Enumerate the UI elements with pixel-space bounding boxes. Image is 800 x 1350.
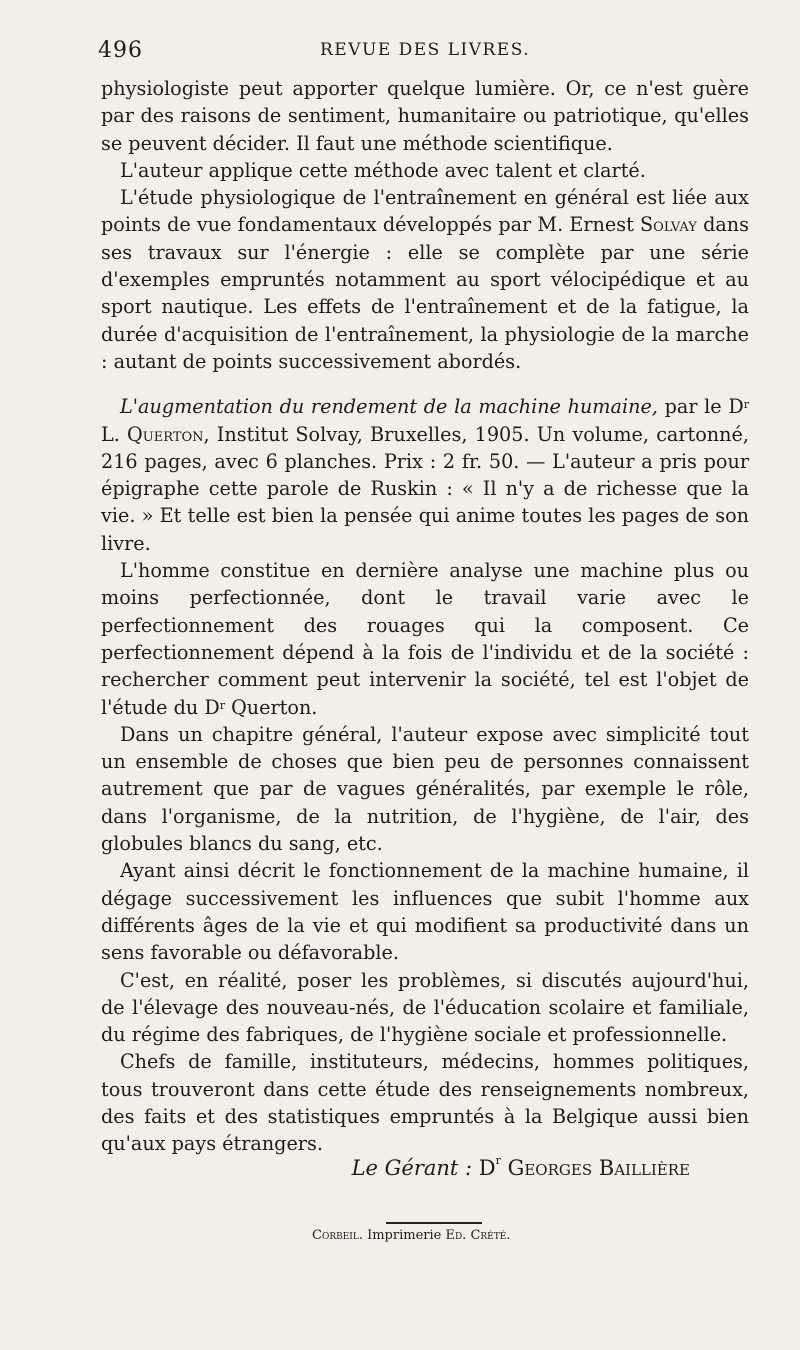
paragraph-chapter: Dans un chapitre général, l'auteur expose avec simplicité tout un ensemble de choses que bien peu de personnes connaissent autrement que par de vagues généralités, par exemple le rôle, dans l'organisme, de la nutrition, de l'hygiène, de l'air, des globules blancs du sang, etc. — [101, 722, 749, 856]
book-author: Querton — [127, 422, 204, 446]
paragraph-machine: L'homme constitue en dernière analyse une machine plus ou moins perfectionnée, dont le travail varie avec le perfectionnement des rouages qui la composent. Ce perfectionnement dépend à la fois de l'individu et de la société : rechercher comment peut intervenir la société, tel est l'objet de l'étude du $D^r$ Querton. — [101, 559, 749, 719]
review-text — [101, 75, 749, 1158]
paragraph-audience: Chefs de famille, instituteurs, médecins, hommes politiques, tous trouveront dans cette étude des renseignements nombreux, des faits et des statistiques empruntés à la Belgique aussi bien qu'aux pays étrangers. — [101, 1050, 749, 1156]
paragraph-continuation: physiologiste peut apporter quelque lumière. Or, ce n'est guère par des raisons de sentiment, humanitaire ou patriotique, qu'elles se peuvent décider. Il faut une méthode scientifique. — [101, 77, 749, 155]
paragraph-problems: C'est, en réalité, poser les problèmes, si discutés aujourd'hui, de l'élevage des nouveau-nés, de l'éducation scolaire et familiale, du régime des fabriques, de l'hygiène sociale et professionnelle. — [101, 968, 749, 1047]
signature: Le Gérant : $D^r$ Georges Baillière — [351, 1154, 690, 1180]
paragraph-influences: Ayant ainsi décrit le fonctionnement de la machine humaine, il dégage successivement les influences que subit l'homme aux différents âges de la vie et qui modifient sa productivité dans un sens favorable ou défavorable. — [101, 859, 749, 965]
page-header — [98, 38, 752, 68]
signature-name: Georges Baillière — [500, 1156, 690, 1180]
author-name-solvay: Solvay — [640, 213, 697, 237]
page-number: 496 — [98, 38, 143, 63]
book-title: L'augmentation du rendement de la machine humaine, — [120, 395, 658, 419]
running-title: REVUE DES LIVRES. — [320, 40, 531, 60]
review-entry-querton: L'augmentation du rendement de la machine humaine, par le $D^r$ L. Querton, Institut Solvay, Bruxelles, 1905. Un volume, cartonné, 216 pages, avec 6 planches. Prix : 2 fr. 50. — L'auteur a pris pour épigraphe cette parole de Ruskin : « Il n'y a de richesse que la vie. » Et telle est bien la pensée qui anime toutes les pages de son livre. — [101, 395, 750, 555]
printer-colophon: Corbeil. Imprimerie Ed. Crété. — [312, 1228, 511, 1243]
divider-rule — [386, 1222, 482, 1224]
paragraph-physiology: L'étude physiologique de l'entraînement en général est liée aux points de vue fondamentaux développés par M. Ernest Solvay dans ses travaux sur l'énergie : elle se complète par une série d'exemples empruntés notamment au sport vélocipédique et au sport nautique. Les effets de l'entraînement et de la fatigue, la durée d'acquisition de l'entraînement, la physiologie de la marche : autant de points successivement abordés. — [101, 186, 750, 373]
paragraph-method: L'auteur applique cette méthode avec talent et clarté. — [120, 158, 646, 182]
